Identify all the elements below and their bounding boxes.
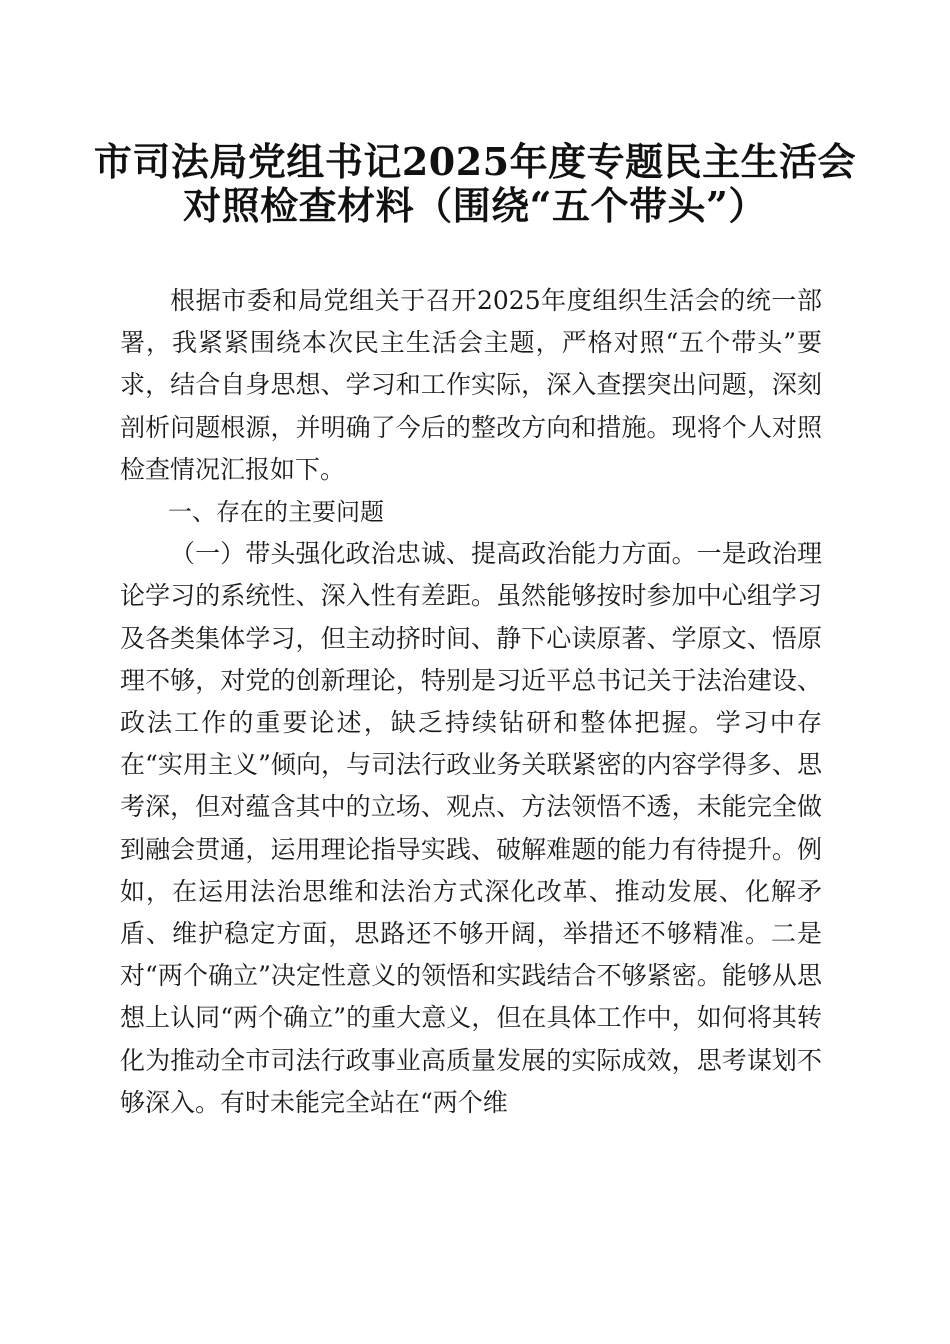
section-heading: 一、存在的主要问题 [168, 498, 384, 527]
section-paragraph: （一）带头强化政治忠诚、提高政治能力方面。一是政治理论学习的系统性、深入性有差距。虽然能够按时参加中心组学习及各类集体学习，但主动挤时间、静下心读原著、学原文、悟原理不够，对党的创新理论，特别是习近平总书记关于法治建设、政法工作的重要论述，缺乏持续钻研和整体把握。学习中存在“实用主义”倾向，与司法行政业务关联紧密的内容学得多、思考深，但对蕴含其中的立场、观点、方法领悟不透，未能完全做到融会贯通，运用理论指导实践、破解难题的能力有待提升。例如，在运用法治思维和法治方式深化改革、推动发展、化解矛盾、维护稳定方面，思路还不够开阔，举措还不够精准。二是对“两个确立”决定性意义的领悟和实践结合不够紧密。能够从思想上认同“两个确立”的重大意义，但在具体工作中，如何将其转化为推动全市司法行政事业高质量发展的实际成效，思考谋划不够深入。有时未能完全站在“两个维 [120, 539, 822, 1117]
document-title [90, 140, 860, 228]
title-line-2: 对照检查材料（围绕“五个带头”） [183, 183, 767, 228]
intro-paragraph: 根据市委和局党组关于召开2025年度组织生活会的统一部署，我紧紧围绕本次民主生活会主题，严格对照“五个带头”要求，结合自身思想、学习和工作实际，深入查摆突出问题，深刻剖析问题根源，并明确了今后的整改方向和措施。现将个人对照检查情况汇报如下。 [120, 286, 822, 484]
title-line-1: 市司法局党组书记2025年度专题民主生活会 [93, 139, 857, 184]
document-body [120, 280, 822, 1124]
